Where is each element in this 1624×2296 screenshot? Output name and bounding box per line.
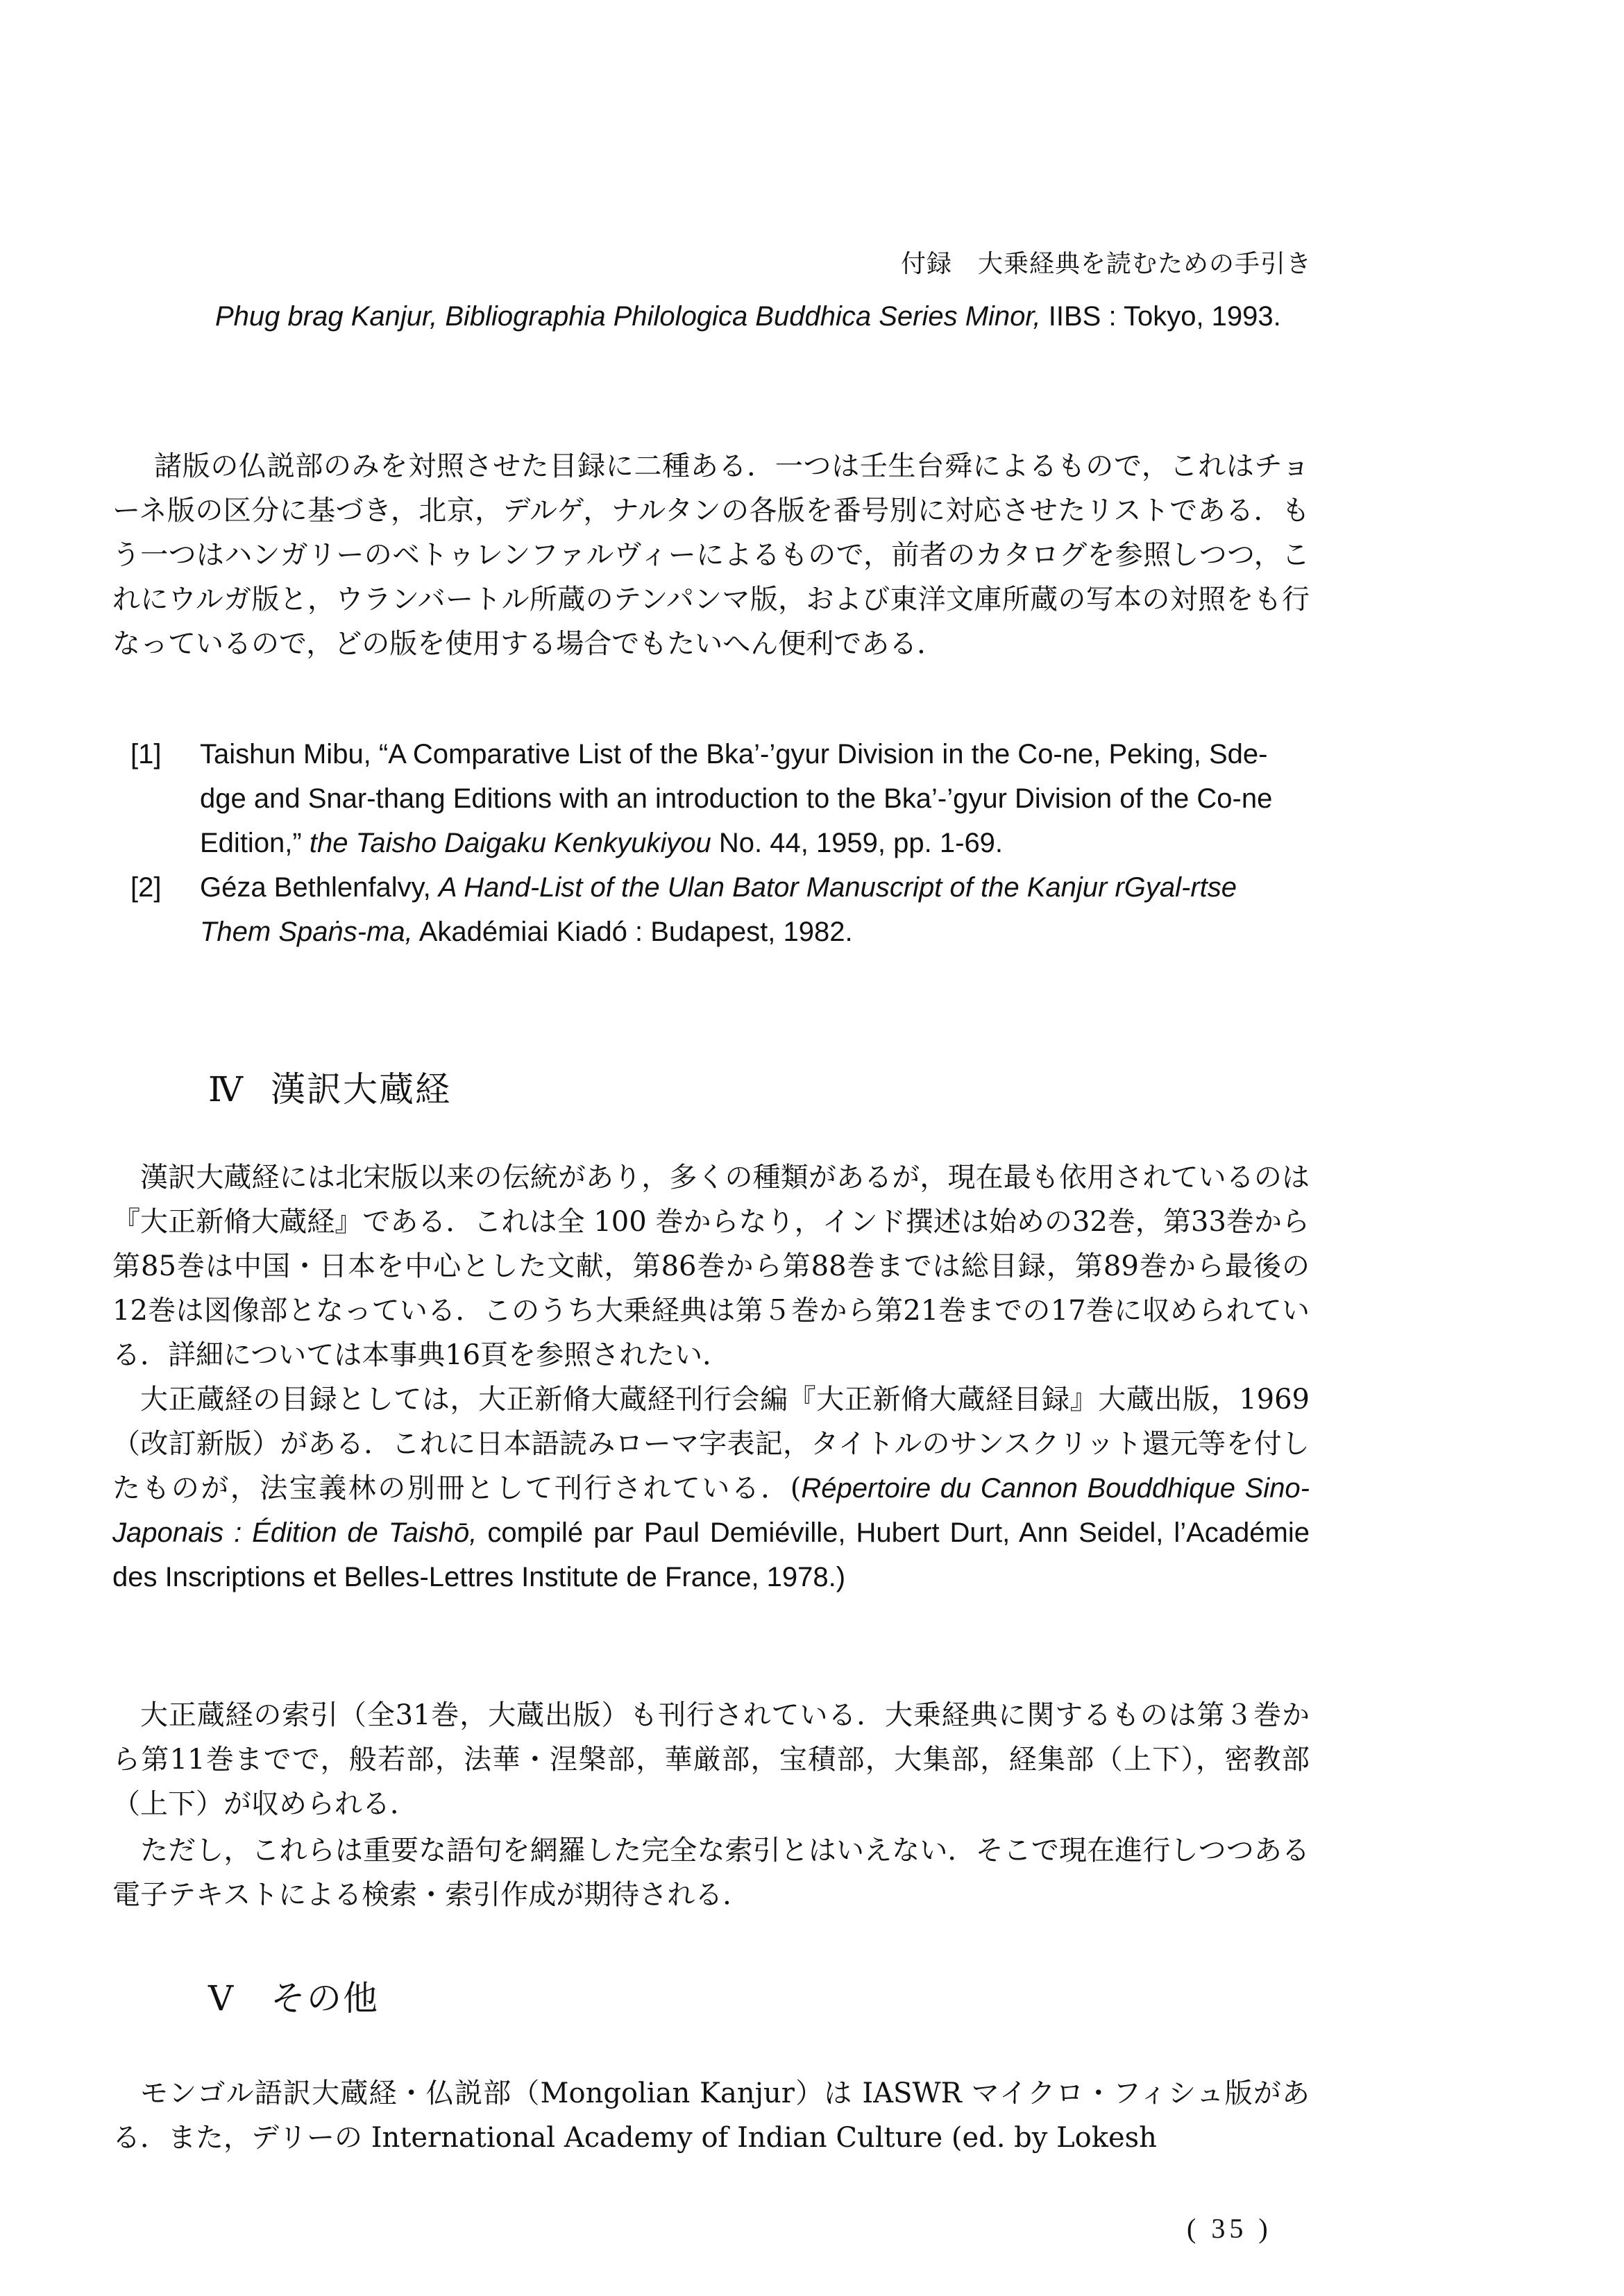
catalog-tail: compilé par Paul Demiéville, Hubert Durt, Ann Seidel, l’Académie des Inscriptions et Belles-Lettres Institute de France, 1978.) (112, 1517, 1310, 1592)
reference-journal: the Taisho Daigaku Kenkyukiyou (309, 828, 711, 858)
top-citation-rest: IIBS : Tokyo, 1993. (1040, 301, 1281, 332)
section-heading-4 (208, 1062, 451, 1112)
reference-item (130, 732, 1310, 865)
reference-number: [1] (130, 739, 162, 769)
paragraph-taisho-overview: 漢訳大蔵経には北宋版以来の伝統があり，多くの種類があるが，現在最も依用されているのは『大正新脩大蔵経』である．これは全 100 巻からなり，インド撰述は始めの32巻，第33巻から第85巻は中国・日本を中心とした文献，第86巻から第88巻までは総目録，第89巻から最後の12巻は図像部となっている．このうち大乗経典は第５巻から第21巻までの17巻に収められている．詳細については本事典16頁を参照されたい． (112, 1162, 1310, 1371)
section-heading-5 (208, 1971, 379, 2021)
page-number: ( 35 ) (1187, 2213, 1272, 2244)
top-citation (215, 294, 1305, 339)
section-number: Ⅳ (208, 1069, 244, 1109)
paragraph-taisho-index: 大正蔵経の索引（全31巻，大蔵出版）も刊行されている．大乗経典に関するものは第３巻から第11巻までで，般若部，法華・涅槃部，華厳部，宝積部，大集部，経集部（上下），密教部（上下）が収められる． (112, 1699, 1310, 1820)
catalog-french-title: Répertoire du Cannon Bouddhique Sino-Japonais : Édition de Taishō, (112, 1473, 1310, 1548)
reference-list (130, 732, 1310, 954)
section-number: Ⅴ (208, 1978, 235, 2018)
reference-text: Taishun Mibu, “A Comparative List of the Bka’-’gyur Division in the Co-ne, Peking, Sde-dge and Snar-thang Editions with an introduction to the Bka’-’gyur Division of the Co-ne Edition,” (200, 739, 1273, 858)
paragraph-electronic-text: ただし，これらは重要な語句を網羅した完全な索引とはいえない．そこで現在進行しつつある電子テキストによる検索・索引作成が期待される． (112, 1835, 1310, 1911)
reference-item (130, 865, 1310, 954)
paragraph-taisho-catalog (112, 1377, 1310, 1599)
catalog-text: 大正蔵経の目録としては，大正新脩大蔵経刊行会編『大正新脩大蔵経目録』大蔵出版，1969（改訂新版）がある．これに日本語読みローマ字表記，タイトルのサンスクリット還元等を付したものが，法宝義林の別冊として刊行されている．( (112, 1384, 1310, 1504)
reference-tail: Akadémiai Kiadó : Budapest, 1982. (412, 917, 853, 947)
paragraph-mongolian-kanjur: モンゴル語訳大蔵経・仏説部（Mongolian Kanjur）は IASWR マイクロ・フィシュ版がある．また，デリーの International Academy of Indian Culture (ed. by Lokesh (112, 2077, 1310, 2154)
running-header: 付録 大乗経典を読むための手引き (900, 250, 1312, 278)
reference-number: [2] (130, 872, 162, 903)
reference-text: Géza Bethlenfalvy, (200, 872, 439, 903)
section-title: その他 (271, 1978, 379, 2018)
top-citation-title: Phug brag Kanjur, Bibliographia Philologica Buddhica Series Minor, (215, 301, 1041, 332)
section-title: 漢訳大蔵経 (271, 1069, 451, 1109)
reference-title: A Hand-List of the Ulan Bator Manuscript of the Kanjur rGyal-rtse Them Spaṅs-ma, (200, 872, 1237, 947)
reference-tail: No. 44, 1959, pp. 1-69. (711, 828, 1004, 858)
paragraph-catalog-lists: 諸版の仏説部のみを対照させた目録に二種ある．一つは壬生台舜によるもので，これはチョーネ版の区分に基づき，北京，デルゲ，ナルタンの各版を番号別に対応させたリストである．もう一つはハンガリーのベトゥレンファルヴィーによるもので，前者のカタログを参照しつつ，これにウルガ版と，ウランバートル所蔵のテンパンマ版，および東洋文庫所蔵の写本の対照をも行なっているので，どの版を使用する場合でもたいへん便利である． (112, 450, 1310, 660)
